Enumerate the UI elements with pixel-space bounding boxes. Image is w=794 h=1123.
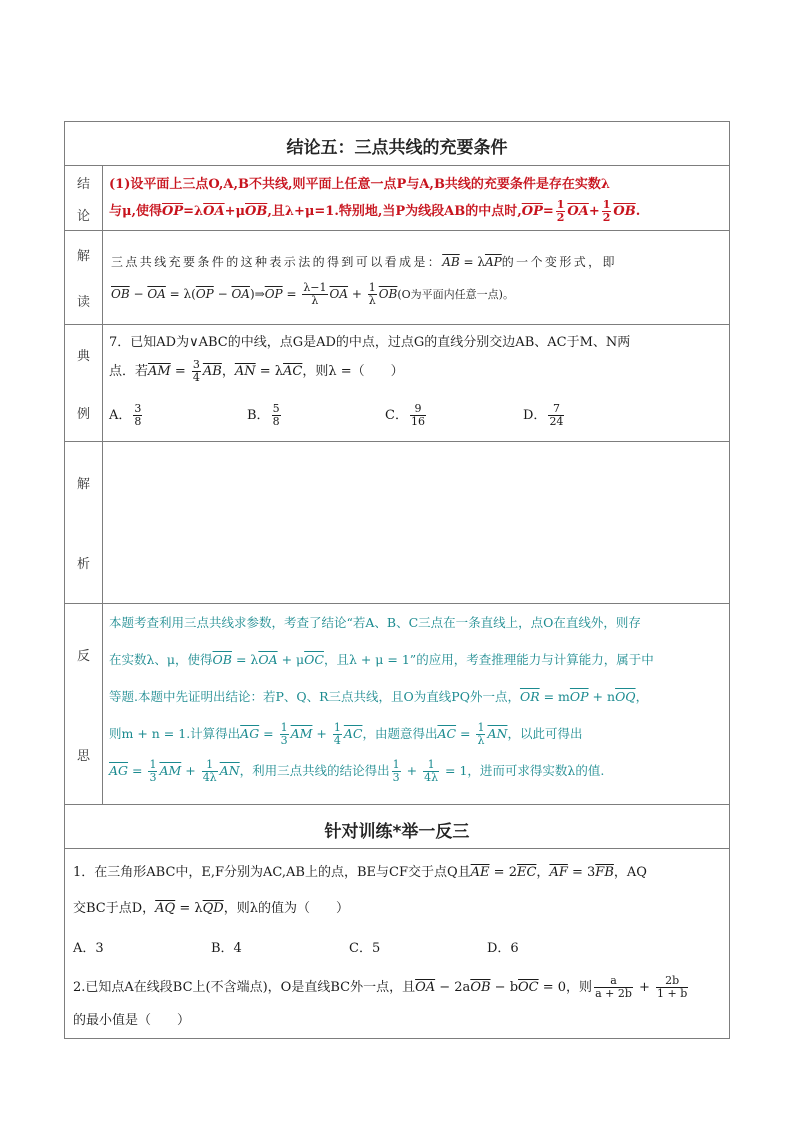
option-a: A． $\frac{3}{8}$ <box>109 402 142 428</box>
option-b: B． $\frac{5}{8}$ <box>247 402 280 428</box>
fraction: $\frac{\lambda-1}{\lambda}$ <box>303 281 327 307</box>
section-title: 结论五：三点共线的充要条件 <box>286 138 508 158</box>
example-options <box>109 403 723 439</box>
analysis-label: 解 析 <box>65 442 103 603</box>
half-fraction: $\frac{1}{2}$ <box>602 198 611 224</box>
analysis-blank <box>103 442 729 603</box>
interpret-text: 三点共线充要条件的这种表示法的得到可以看成是：$\overline{AB} = \lambda\overline{AP}$的一个变形式，即 $\overline{OB} - \overline{OA} = \lambda(\overline{OP}$ − $\overline{OA})\Rightarrow\overline{OP}$ = $\frac{\lambda-1}{\lambda}$ $\overline{OA}$ + $\frac{1}{\lambda}$ $\overline{OB}(O$为平面内任意一点)。 <box>111 255 617 307</box>
training-title-row <box>65 805 729 849</box>
option-d: D．6 <box>487 941 519 956</box>
conclusion-row <box>65 166 729 231</box>
training-problems: 1．在三角形ABC中，E,F分别为AC,AB上的点，BE与CF交于点Q且$\overline{AE} = 2\overline{EC}$，$\overline{AF} = 3\overline{FB}$，AQ 交BC于点D，$\overline{AQ} = \lambda\overline{QD}$，则λ的值为（ ） A．3 B．4 C．5 D．6 2.已知点A在线段BC上(不含端点)，O是直线BC外一点，且$\overline{OA} - 2a\overline{OB} - b\overline{OC} = 0$，则 $\frac{a}{a + 2b}$ + $\frac{2b}{1 + b}$ 的最小值是（ ） <box>65 849 729 1038</box>
training-options <box>73 939 721 959</box>
analysis-row <box>65 442 729 604</box>
reflect-row <box>65 604 729 805</box>
conclusion-label: 结 论 <box>65 166 103 230</box>
option-c: C．5 <box>349 941 381 956</box>
option-d: D． $\frac{7}{24}$ <box>523 402 564 428</box>
training-title: 针对训练*举一反三 <box>324 822 470 842</box>
example-text: 7．已知AD为∨ABC的中线，点G是AD的中点，过点G的直线分别交边AB、AC于M、N两 点．若$\overline{AM}$ = $\frac{3}{4}$ $\overline{AB}$，$\overline{AN} = \lambda\overline{AC}$，则λ =（ ） A． $\frac{3}{8}$ B． $\frac{5}{8}$ C． $\frac{9}{16}$ D． $\frac{7}{24}$ <box>103 325 729 441</box>
fraction: $\frac{3}{4}$ <box>192 358 200 384</box>
option-c: C． $\frac{9}{16}$ <box>385 402 425 428</box>
conclusion-text: (1)设平面上三点O,A,B不共线,则平面上任意一点P与A,B共线的充要条件是存在实数λ 与μ,使得$\overline{OP}=\lambda\overline{OA}+\mu\overline{OB}$,且λ+μ=1.特别地,当P为线段AB的中点时$,\overline{OP}=$ $\frac{1}{2}$ $\overline{OA}+$ $\frac{1}{2}$ $\overline{OB}$. <box>109 177 641 224</box>
title-row <box>65 122 729 166</box>
fraction: $\frac{1}{\lambda}$ <box>368 281 376 307</box>
interpret-label: 解 读 <box>65 231 103 324</box>
example-label: 典 例 <box>65 325 103 441</box>
example-row <box>65 325 729 442</box>
option-a: A．3 <box>73 941 104 956</box>
option-b: B．4 <box>211 941 242 956</box>
content-table <box>64 121 730 1039</box>
reflect-label: 反 思 <box>65 604 103 804</box>
interpret-row <box>65 231 729 325</box>
half-fraction: $\frac{1}{2}$ <box>556 198 565 224</box>
reflect-text: 本题考查利用三点共线求参数，考查了结论“若A、B、C三点在一条直线上，点O在直线外，则存 在实数λ、μ，使得$\overline{OB} = \lambda\overline{OA} + \mu\overline{OC}$，且λ + μ = 1”的应用，考查推理能力与计算能力，属于中 等题.本题中先证明出结论：若P、Q、R三点共线，且O为直线PQ外一点，$\overline{OR} = m\overline{OP} + n\overline{OQ}$， 则m + n = 1.计算得出$\overline{AG}$ = $\frac{1}{3}$ $\overline{AM}$ + $\frac{1}{4}$ $\overline{AC}$，由题意得出$\overline{AC}$ = $\frac{1}{\lambda}$ $\overline{AN}$，以此可得出 $\overline{AG}$ = $\frac{1}{3}$ $\overline{AM}$ + $\frac{1}{4\lambda}$ $\overline{AN}$，利用三点共线的结论得出 $\frac{1}{3}$ + $\frac{1}{4\lambda}$ = 1，进而可求得实数λ的值. <box>109 615 654 784</box>
